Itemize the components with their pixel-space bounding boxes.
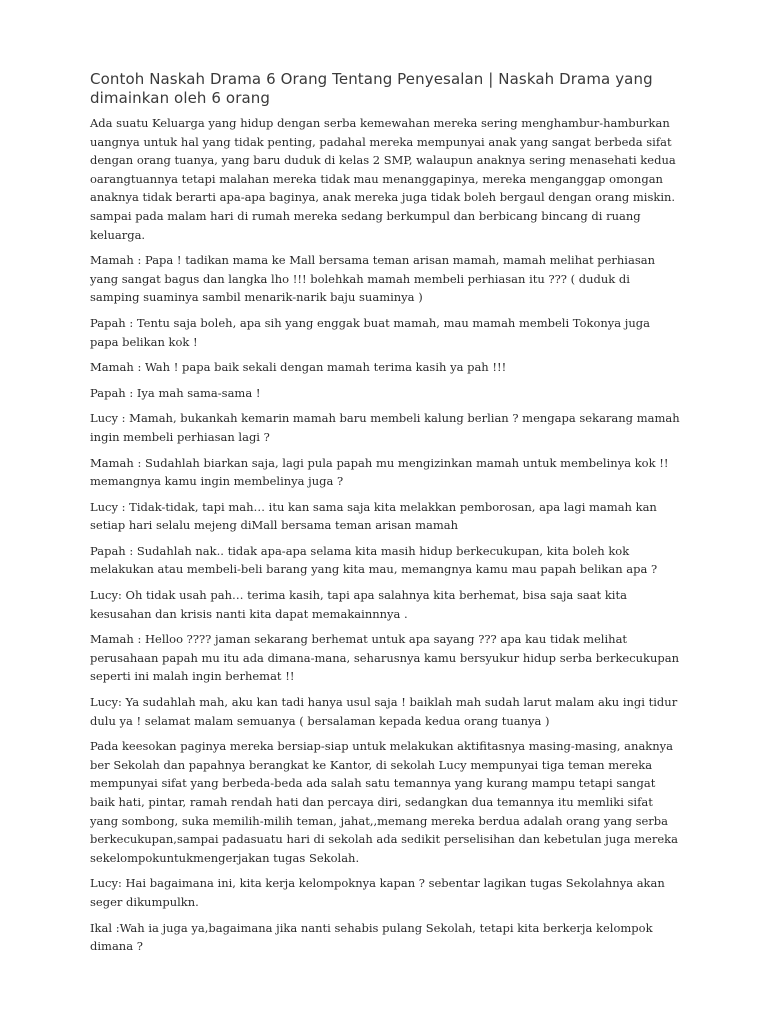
dialogue-line: Lucy : Tidak-tidak, tapi mah… itu kan sama saja kita melakkan pemborosan, apa lagi mamah kan setiap hari selalu mejeng diMall bersama teman arisan mamah (90, 499, 657, 533)
dialogue-line: Mamah : Sudahlah biarkan saja, lagi pula papah mu mengizinkan mamah untuk membelinya kok !! memangnya kamu ingin membelinya juga ? (90, 455, 669, 489)
dialogue-line: Papah : Tentu saja boleh, apa sih yang enggak buat mamah, mau mamah membeli Tokonya juga papa belikan kok ! (90, 315, 650, 349)
dialogue-line: Lucy: Ya sudahlah mah, aku kan tadi hanya usul saja ! baiklah mah sudah larut malam aku ingi tidur dulu ya ! selamat malam semuanya ( bersalaman kepada kedua orang tuanya ) (90, 695, 678, 728)
dialogue-line: Lucy: Hai bagaimana ini, kita kerja kelompoknya kapan ? sebentar lagikan tugas Sekolahnya akan seger dikumpulkn. (90, 876, 665, 909)
dialogue-line: Mamah : Papa ! tadikan mama ke Mall bersama teman arisan mamah, mamah melihat perhiasan yang sangat bagus dan langka lho !!! bolehkah mamah membeli perhiasan itu ??? ( duduk di samping suaminya sambil menarik-narik baju suaminya ) (90, 253, 656, 305)
dialogue-line: Papah : Sudahlah nak.. tidak apa-apa selama kita masih hidup berkecukupan, kita boleh kok melakukan atau membeli-beli barang yang kita mau, memangnya kamu mau papah belikan apa ? (90, 543, 658, 577)
dialogue-line: Mamah : Helloo ???? jaman sekarang berhemat untuk apa sayang ??? apa kau tidak melihat perusahaan papah mu itu ada dimana-mana, seharusnya kamu bersyukur hidup serba berkecukupan seperti ini malah ingin berhemat !! (90, 632, 680, 684)
dialogue-line: Ikal :Wah ia juga ya,bagaimana jika nanti sehabis pulang Sekolah, tetapi kita berkerja kelompok dimana ? (90, 920, 653, 954)
paragraph-narration-intro: Ada suatu Keluarga yang hidup dengan serba kemewahan mereka sering menghambur-hamburkan uangnya untuk hal yang tidak penting, padahal mereka mempunyai anak yang sangat berbeda sifat dengan orang tuanya, yang baru duduk di kelas 2 SMP, walaupun anaknya sering menasehati kedua oarangtuannya tetapi malahan mereka tidak mau menanggapinya, mereka menganggap omongan anaknya tidak berarti apa-apa baginya, anak mereka juga tidak boleh bergaul dengan orang miskin. sampai pada malam hari di rumah mereka sedang berkumpul dan berbicang bincang di ruang keluarga. (90, 116, 676, 242)
dialogue-line: Lucy: Oh tidak usah pah… terima kasih, tapi apa salahnya kita berhemat, bisa saja saat kita kesusahan dan krisis nanti kita dapat memakainnnya . (90, 588, 627, 621)
dialogue-line: Papah : Iya mah sama-sama ! (90, 385, 261, 400)
dialogue-line: Mamah : Wah ! papa baik sekali dengan mamah terima kasih ya pah !!! (90, 360, 507, 375)
dialogue-line: Lucy : Mamah, bukankah kemarin mamah baru membeli kalung berlian ? mengapa sekarang mamah ingin membeli perhiasan lagi ? (90, 411, 680, 444)
document-title: Contoh Naskah Drama 6 Orang Tentang Penyesalan | Naskah Drama yang dimainkan oleh 6 orang (90, 70, 653, 107)
paragraph-narration-school: Pada keesokan paginya mereka bersiap-siap untuk melakukan aktifitasnya masing-masing, anaknya ber Sekolah dan papahnya berangkat ke Kantor, di sekolah Lucy mempunyai tiga teman mereka mempunyai sifat yang berbeda-beda ada salah satu temannya yang kurang mampu tetapi sangat baik hati, pintar, ramah rendah hati dan percaya diri, sedangkan dua temannya itu memliki sifat yang sombong, suka memilih-milih teman, jahat,,memang mereka berdua adalah orang yang serba berkecukupan,sampai padasuatu hari di sekolah ada sedikit perselisihan dan kebetulan juga mereka sekelompokuntukmengerjakan tugas Sekolah. (90, 739, 678, 865)
document-body (90, 114, 682, 963)
